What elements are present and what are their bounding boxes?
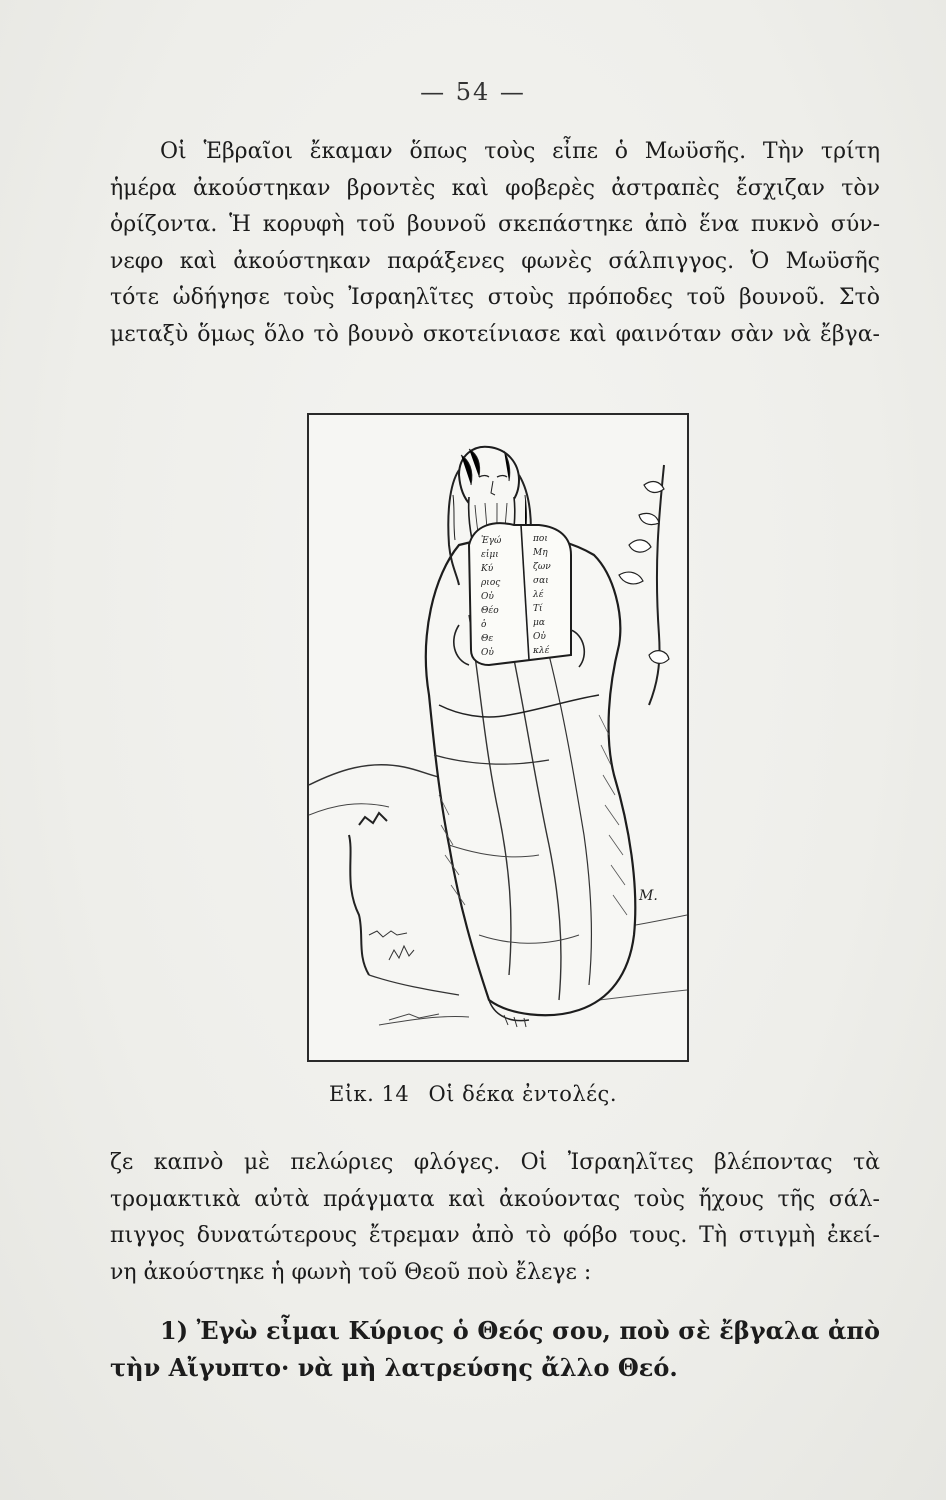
commandment-1 <box>110 1312 880 1386</box>
tablet-inscription: λέ <box>533 590 544 600</box>
figure-moses-illustration <box>307 413 689 1062</box>
tablet-inscription: Ἐγώ <box>481 536 502 546</box>
tablet-inscription: Οὐ <box>481 592 494 602</box>
text-line: τὴν Αἴγυπτο· νὰ μὴ λατρεύσης ἄλλο Θεό. <box>110 1353 678 1382</box>
tablet-inscription: κλέ <box>533 646 550 656</box>
tablet-inscription: ὁ <box>481 620 487 630</box>
text-line: τρομακτικὰ αὐτὰ πράγματα καὶ ἀκούοντας τοὺς ἤχους τῆς σάλ- <box>110 1186 880 1212</box>
text-line: μεταξὺ ὅμως ὅλο τὸ βουνὸ σκοτείνιασε καὶ φαινόταν σὰν νὰ ἔβγα- <box>110 321 880 347</box>
tablet-inscription: ριος <box>481 578 501 588</box>
caption-label: Εἰκ. 14 <box>328 1082 410 1106</box>
paragraph-2 <box>110 1145 880 1291</box>
text-line: νη ἀκούστηκε ἡ φωνὴ τοῦ Θεοῦ ποὺ ἔλεγε : <box>110 1259 592 1285</box>
tablet-inscription: Κύ <box>481 564 494 574</box>
tablet-inscription: ζων <box>533 562 551 572</box>
tablet-inscription: ποι <box>533 534 548 544</box>
figure-caption <box>0 1082 946 1106</box>
text-line: 1) Ἐγὼ εἶμαι Κύριος ὁ Θεός σου, ποὺ σὲ ἔβγαλα ἀπὸ <box>160 1316 880 1345</box>
tablet-inscription: Οὐ <box>481 648 494 658</box>
moses-illustration <box>309 415 687 1060</box>
tablet-inscription: εἰμι <box>481 550 499 560</box>
page-number: — 54 — <box>420 78 526 106</box>
text-line: ἡμέρα ἀκούστηκαν βροντὲς καὶ φοβερὲς ἀστραπὲς ἔσχιζαν τὸν <box>110 175 880 201</box>
tablets-of-the-law <box>469 523 571 665</box>
tablet-inscription: Τί <box>533 604 543 614</box>
tablet-inscription: Οὐ <box>533 632 546 642</box>
paragraph-1 <box>110 134 880 353</box>
tablet-inscription: μα <box>533 618 545 628</box>
text-line: ζε καπνὸ μὲ πελώριες φλόγες. Οἱ Ἰσραηλῖτες βλέποντας τὰ <box>110 1150 880 1175</box>
tablet-inscription: Θε <box>481 634 494 644</box>
text-line: ὁρίζοντα. Ἡ κορυφὴ τοῦ βουνοῦ σκεπάστηκε ἀπὸ ἕνα πυκνὸ σύν- <box>110 212 880 237</box>
text-line: τότε ὡδήγησε τοὺς Ἰσραηλῖτες στοὺς πρόποδες τοῦ βουνοῦ. Στὸ <box>110 285 880 310</box>
text-line: Οἱ Ἑβραῖοι ἔκαμαν ὅπως τοὺς εἶπε ὁ Μωϋσῆς. Τὴν τρίτη <box>160 139 880 164</box>
text-line: νεφο καὶ ἀκούστηκαν παράξενες φωνὲς σάλπιγγος. Ὁ Μωϋσῆς <box>110 248 880 274</box>
text-line: πιγγος δυνατώτερους ἔτρεμαν ἀπὸ τὸ φόβο τους. Τὴ στιγμὴ ἐκεί- <box>110 1223 880 1248</box>
caption-title: Οἱ δέκα ἐντολές. <box>428 1082 617 1106</box>
tablet-inscription: σαι <box>533 576 549 586</box>
tablet-inscription: Θέο <box>481 606 499 616</box>
svg-text:M.: M. <box>639 888 658 904</box>
tablet-inscription: Μη <box>533 548 548 558</box>
